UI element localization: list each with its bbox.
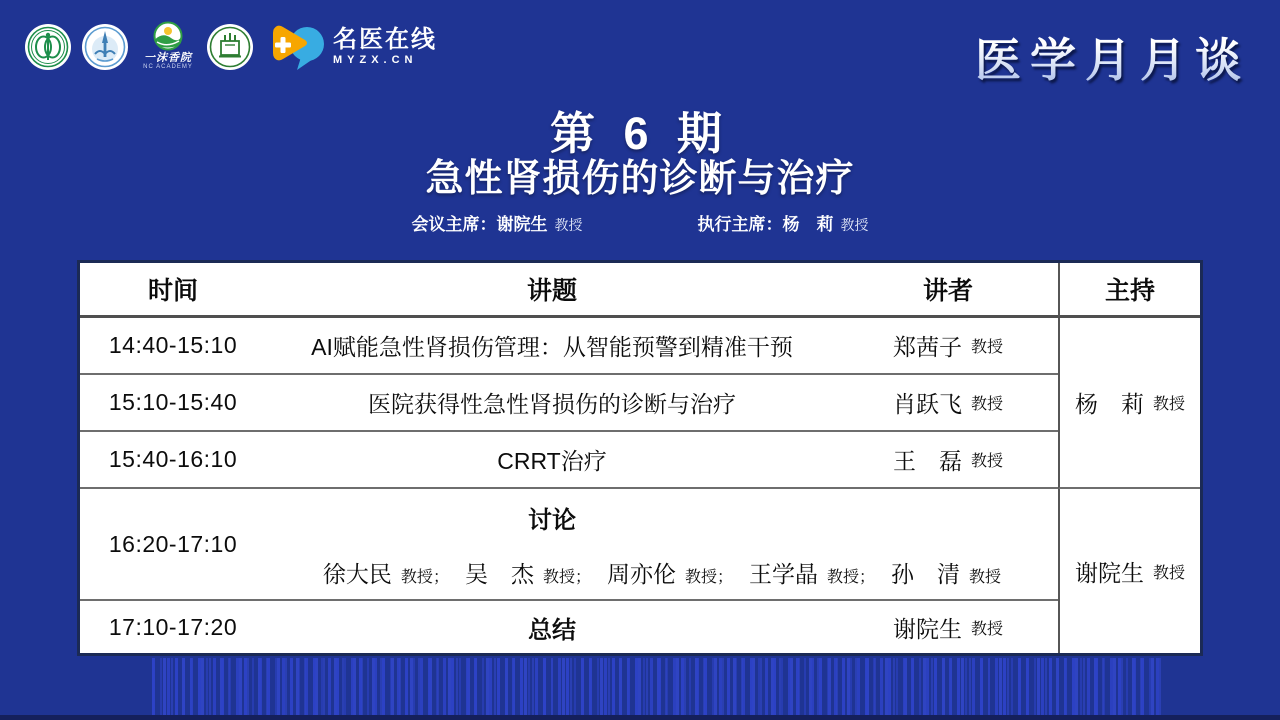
green-academy-logo-icon bbox=[206, 23, 254, 71]
calligraphy-logo-subtext: NC ACADEMY bbox=[143, 64, 193, 70]
chair-name: 谢院生 bbox=[496, 215, 548, 234]
participant-name: 王学晶 bbox=[749, 560, 819, 587]
academy-calligraphy-logo bbox=[138, 21, 198, 73]
column-header-host: 主持 bbox=[1058, 263, 1200, 318]
page-title: 急性肾损伤的诊断与治疗 bbox=[425, 158, 855, 200]
chair-name: 杨 莉 bbox=[782, 215, 834, 234]
blue-hospital-logo-icon bbox=[81, 23, 129, 71]
participant-title: 教授 bbox=[969, 568, 1002, 586]
myzx-domain: MYZX.CN bbox=[333, 54, 418, 66]
column-header-topic: 讲题 bbox=[266, 263, 838, 318]
top-bar bbox=[0, 0, 1280, 95]
myzx-name: 名医在线 bbox=[333, 26, 437, 53]
barcode-pattern-decoration bbox=[152, 658, 1162, 715]
table-row-speaker bbox=[838, 601, 1058, 653]
sun-landscape-logo-icon bbox=[151, 21, 185, 53]
discussion-participants bbox=[266, 556, 1058, 589]
table-row-time: 15:40-16:10 bbox=[80, 432, 266, 489]
table-row-topic: CRRT治疗 bbox=[266, 432, 838, 489]
chair-title: 教授 bbox=[840, 217, 869, 233]
participant-title: 教授 bbox=[827, 568, 860, 586]
table-row-time: 17:10-17:20 bbox=[108, 613, 238, 640]
table-row-topic: AI赋能急性肾损伤管理：从智能预警到精准干预 bbox=[266, 318, 838, 375]
calligraphy-logo-text: 一沫香院 bbox=[144, 52, 192, 64]
host-cell bbox=[1058, 318, 1200, 489]
green-society-logo-icon bbox=[24, 23, 72, 71]
separator: ； bbox=[859, 568, 876, 586]
table-row-speaker bbox=[838, 375, 1058, 432]
bottom-strip-decoration bbox=[0, 715, 1280, 720]
separator: ； bbox=[717, 568, 734, 586]
separator: ； bbox=[432, 568, 449, 586]
speaker-title: 教授 bbox=[970, 396, 1003, 413]
episode-number: 第 6 期 bbox=[549, 108, 731, 159]
column-header-time: 时间 bbox=[80, 263, 266, 318]
executive-chair bbox=[698, 210, 869, 235]
speaker-title: 教授 bbox=[970, 453, 1003, 470]
table-row-time: 14:40-15:10 bbox=[80, 318, 266, 375]
speaker-title: 教授 bbox=[970, 339, 1003, 356]
table-row-speaker bbox=[838, 318, 1058, 375]
table-row-topic: 医院获得性急性肾损伤的诊断与治疗 bbox=[266, 375, 838, 432]
conference-chair bbox=[412, 210, 583, 235]
speaker-name: 肖跃飞 bbox=[892, 391, 962, 417]
series-banner-title: 医学月月谈 bbox=[975, 24, 1250, 90]
host-title: 教授 bbox=[1152, 564, 1185, 582]
table-row-time: 15:10-15:40 bbox=[80, 375, 266, 432]
table-row-topic: 总结 bbox=[528, 616, 576, 644]
myzx-wordmark bbox=[333, 27, 437, 67]
participant-name: 徐大民 bbox=[322, 560, 392, 587]
myzx-brand bbox=[267, 20, 437, 74]
host-title: 教授 bbox=[1152, 396, 1185, 413]
column-header-speaker: 讲者 bbox=[838, 263, 1058, 318]
table-row-speaker bbox=[838, 432, 1058, 489]
speaker-name: 王 磊 bbox=[892, 448, 962, 474]
participant-title: 教授 bbox=[684, 568, 717, 586]
participant-name: 周亦伦 bbox=[606, 560, 676, 587]
table-row-time: 16:20-17:10 bbox=[80, 489, 266, 601]
participant-name: 吴 杰 bbox=[464, 560, 534, 587]
host-name: 谢院生 bbox=[1074, 559, 1144, 586]
discussion-cell bbox=[266, 489, 1058, 601]
chair-title: 教授 bbox=[554, 217, 583, 233]
agenda-table bbox=[77, 260, 1203, 656]
separator: ； bbox=[574, 568, 591, 586]
chair-line bbox=[0, 210, 1280, 235]
myzx-logo-icon bbox=[267, 20, 329, 74]
chair-label: 执行主席： bbox=[697, 215, 783, 234]
speaker-title: 教授 bbox=[970, 620, 1003, 638]
speaker-name: 郑茜子 bbox=[892, 334, 962, 360]
discussion-title: 讨论 bbox=[528, 506, 576, 534]
speaker-name: 谢院生 bbox=[892, 615, 962, 642]
participant-title: 教授 bbox=[542, 568, 575, 586]
logo-row bbox=[24, 20, 437, 74]
host-cell bbox=[1058, 489, 1200, 653]
participant-title: 教授 bbox=[400, 568, 433, 586]
chair-label: 会议主席： bbox=[411, 215, 497, 234]
participant-name: 孙 清 bbox=[891, 560, 961, 587]
host-name: 杨 莉 bbox=[1074, 391, 1144, 417]
